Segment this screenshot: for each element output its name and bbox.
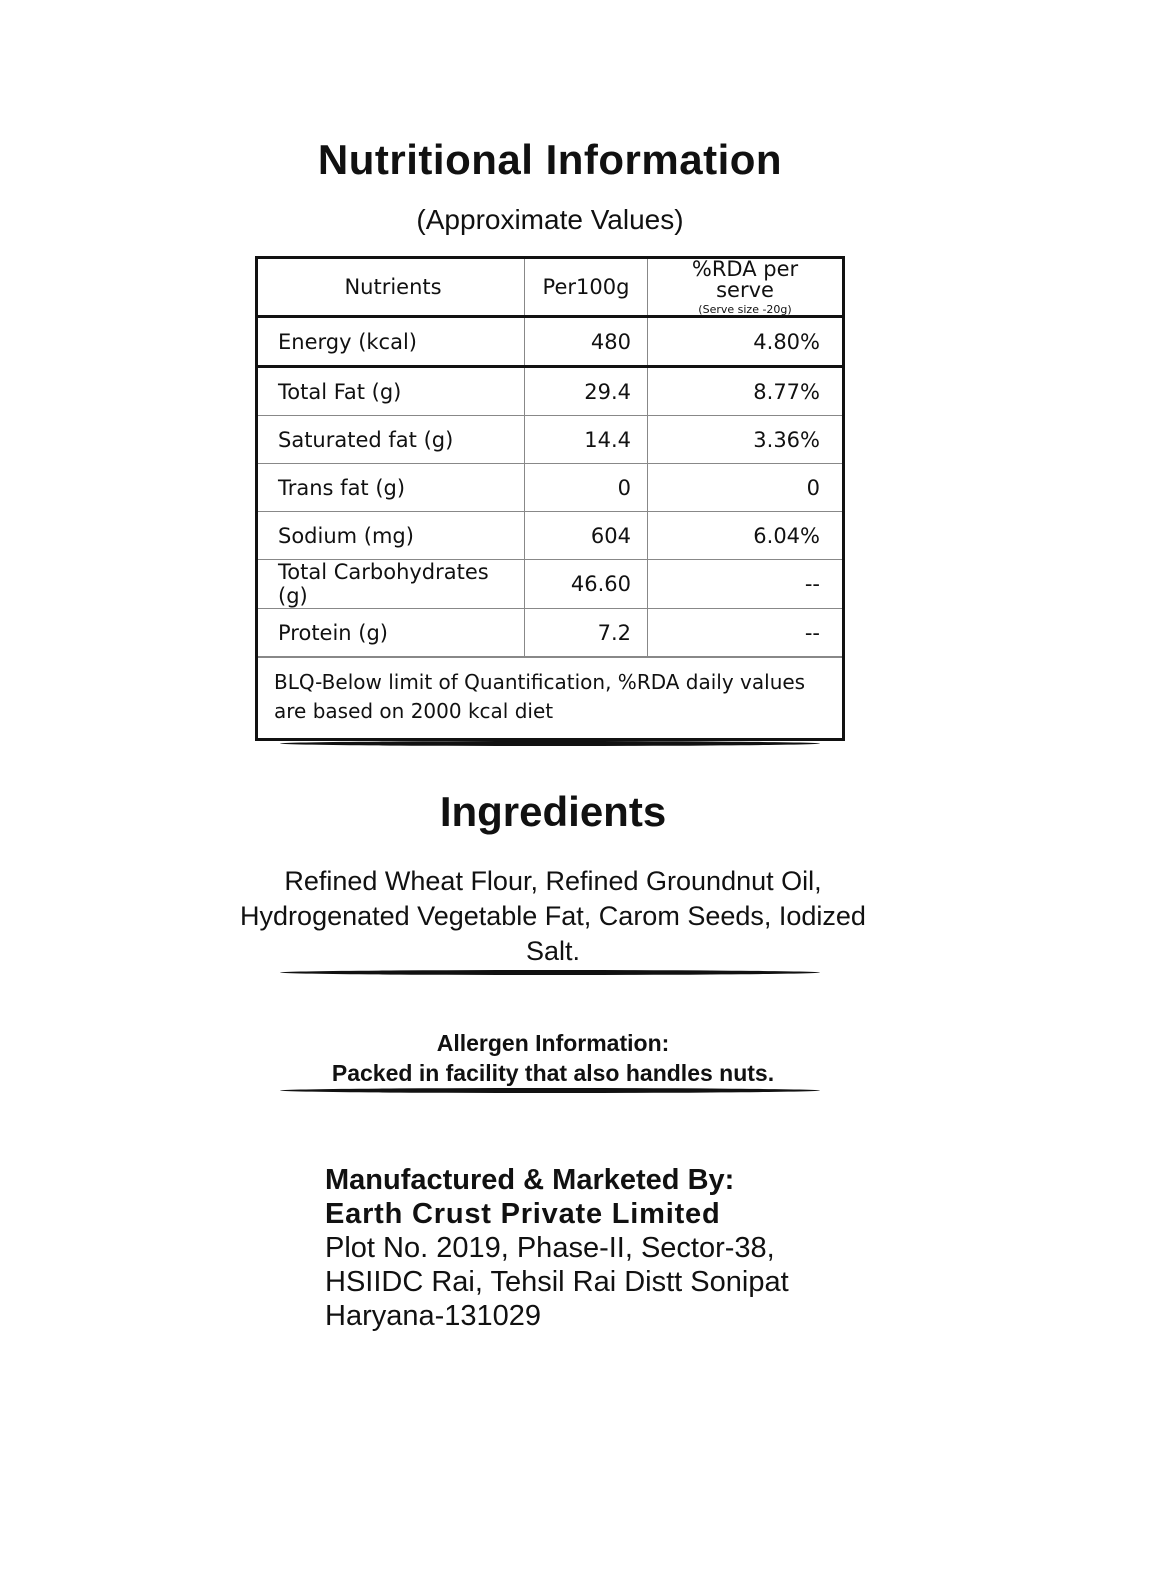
divider [280,741,820,746]
nutrient-rda: 8.77% [648,367,843,416]
header-rda [648,259,843,317]
divider [280,1088,820,1093]
page-title: Nutritional Information [317,136,783,183]
nutrient-per100g: 29.4 [525,367,648,416]
manufacturer-company: Earth Crust Private Limited [325,1198,721,1230]
nutrient-rda: -- [648,609,843,657]
header-rda-subheader: (Serve size -20g) [698,303,792,316]
page-subtitle: (Approximate Values) [416,204,684,235]
ingredients-text: Refined Wheat Flour, Refined Groundnut Oil, Hydrogenated Vegetable Fat, Carom Seeds, Iodized Salt. [240,866,866,966]
allergen-title: Allergen Information: [436,1030,670,1056]
nutrient-name: Saturated fat (g) [258,416,525,464]
manufacturer-heading: Manufactured & Marketed By: [325,1164,735,1196]
table-header-row [258,259,842,317]
nutrient-per100g: 7.2 [525,609,648,657]
manufacturer-address-line3: Haryana-131029 [325,1300,542,1332]
nutrient-per100g: 480 [525,317,648,367]
nutrient-per100g: 0 [525,464,648,512]
nutrient-per100g: 46.60 [525,560,648,609]
nutrient-per100g: 604 [525,512,648,560]
allergen-text: Packed in facility that also handles nuts. [331,1060,775,1086]
table-row [258,367,842,416]
nutrient-rda: 6.04% [648,512,843,560]
ingredients-title: Ingredients [439,788,667,835]
table-row [258,560,842,609]
nutrient-rda: 0 [648,464,843,512]
table-row [258,609,842,657]
table-row [258,416,842,464]
divider [280,970,820,975]
manufacturer-block [325,1163,789,1333]
nutrient-name: Trans fat (g) [258,464,525,512]
nutrient-rda: -- [648,560,843,609]
nutrient-name: Total Carbohydrates (g) [258,560,525,609]
nutrient-name: Protein (g) [258,609,525,657]
nutrient-name: Energy (kcal) [258,317,525,367]
manufacturer-address-line1: Plot No. 2019, Phase-II, Sector-38, [325,1232,775,1264]
manufacturer-address-line2: HSIIDC Rai, Tehsil Rai Distt Sonipat [325,1266,789,1298]
nutrient-rda: 3.36% [648,416,843,464]
header-nutrients: Nutrients [258,259,525,317]
header-rda-label: %RDA per serve [691,257,799,302]
table-row [258,317,842,367]
header-per100g: Per100g [525,259,648,317]
nutrient-rda: 4.80% [648,317,843,367]
nutrient-name: Total Fat (g) [258,367,525,416]
table-row [258,512,842,560]
allergen-block [0,1028,1106,1088]
table-footnote: BLQ-Below limit of Quantification, %RDA daily values are based on 2000 kcal diet [258,657,842,738]
nutrient-name: Sodium (mg) [258,512,525,560]
nutrient-per100g: 14.4 [525,416,648,464]
nutrition-table [255,256,845,741]
table-row [258,464,842,512]
